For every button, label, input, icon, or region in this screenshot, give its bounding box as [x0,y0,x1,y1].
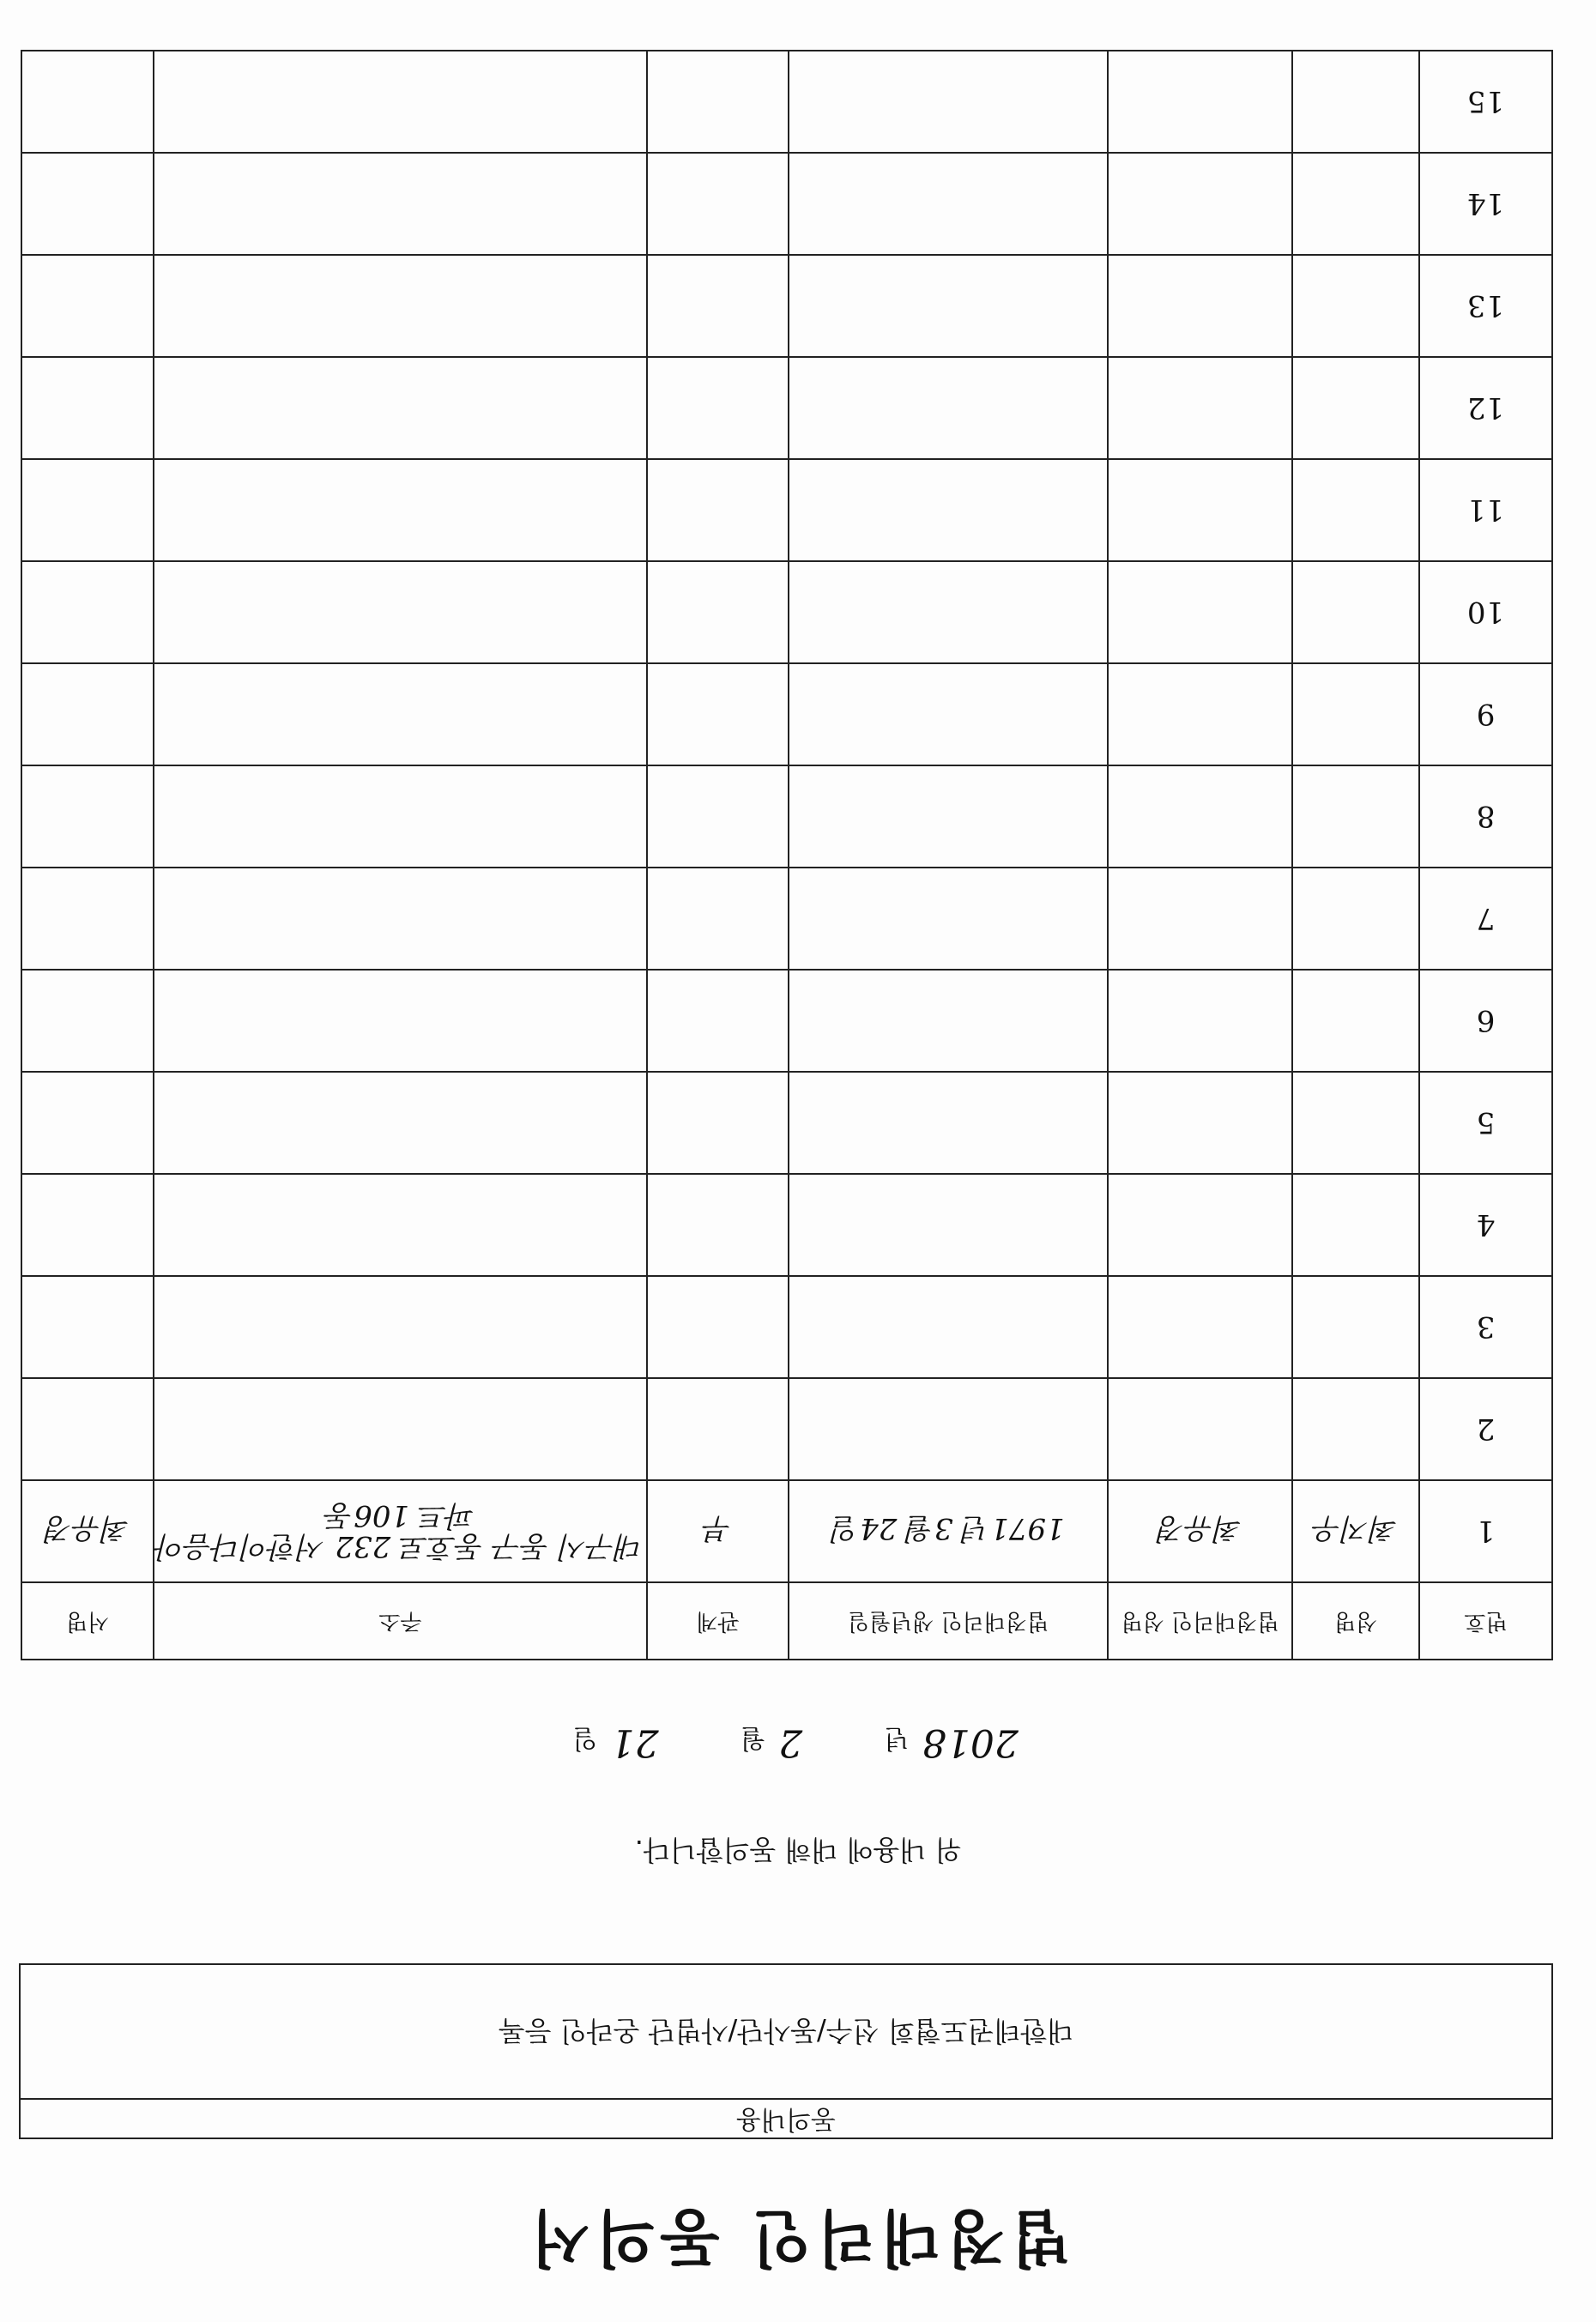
guardian-address-cell [154,1276,647,1378]
table-row [21,1480,1552,1582]
guardian-relation-cell [647,153,789,255]
header-name: 성명 [1292,1582,1419,1660]
guardian-relation-cell [647,868,789,970]
student-name-cell [1292,357,1419,459]
guardian-birthdate-cell [789,663,1108,765]
guardian-address-cell [154,255,647,357]
date-month: 2 [778,1720,803,1764]
guardian-signature-cell [21,1174,154,1276]
table-body [21,51,1552,1582]
guardian-name-cell [1108,459,1292,561]
student-name-cell [1292,1072,1419,1174]
guardian-signature-cell [21,1072,154,1174]
guardian-name-cell [1108,1174,1292,1276]
guardian-name-cell [1108,1072,1292,1174]
consent-body: 대한테권도협회 선수/동사단/사범단 온라인 등록 [498,2015,1074,2047]
guardian-birthdate-cell [789,765,1108,868]
guardian-birthdate-cell [789,459,1108,561]
student-name-cell [1292,153,1419,255]
header-address: 주소 [154,1582,647,1660]
row-number-cell: 3 [1419,1276,1552,1378]
guardian-address-cell [154,868,647,970]
guardian-address-cell [154,459,647,561]
guardian-birthdate-cell [789,561,1108,663]
guardian-address-cell [154,561,647,663]
guardian-signature-cell: 최유경 [21,1480,154,1582]
header-relation: 관계 [647,1582,789,1660]
table-row [21,51,1552,153]
table-header-row [21,1582,1552,1660]
consent-box [19,1963,1553,2139]
table-row [21,1378,1552,1480]
guardian-name-cell [1108,868,1292,970]
table-row [21,255,1552,357]
guardian-birthdate-cell [789,51,1108,153]
guardian-signature-cell [21,970,154,1072]
guardian-name-cell [1108,970,1292,1072]
guardian-birthdate-cell [789,1276,1108,1378]
guardian-table [21,50,1553,1660]
guardian-relation-cell [647,1174,789,1276]
table-row [21,153,1552,255]
row-number-cell: 15 [1419,51,1552,153]
guardian-name-cell [1108,1378,1292,1480]
guardian-address-cell [154,51,647,153]
guardian-birthdate-cell [789,255,1108,357]
guardian-address-cell [154,1072,647,1174]
guardian-birthdate-cell [789,153,1108,255]
row-number-cell: 8 [1419,765,1552,868]
guardian-relation-cell [647,459,789,561]
guardian-name-cell [1108,255,1292,357]
guardian-signature-cell [21,459,154,561]
guardian-address-cell [154,1378,647,1480]
guardian-address-cell [154,153,647,255]
guardian-relation-cell [647,51,789,153]
guardian-relation-cell [647,561,789,663]
guardian-signature-cell [21,51,154,153]
table-row [21,970,1552,1072]
date-year: 2018 [922,1720,1019,1764]
guardian-name-cell [1108,1276,1292,1378]
guardian-signature-cell [21,765,154,868]
date-year-unit: 년 [884,1723,910,1753]
row-number-cell: 11 [1419,459,1552,561]
guardian-relation-cell [647,663,789,765]
guardian-name-cell [1108,561,1292,663]
guardian-address-cell: 대구시 동구 동호로 232 서한이다음아파트 106동 [154,1480,647,1582]
table-row [21,357,1552,459]
signature-date [0,1720,1596,1764]
guardian-birthdate-cell [789,868,1108,970]
student-name-cell [1292,561,1419,663]
table-row [21,561,1552,663]
student-name-cell [1292,459,1419,561]
guardian-address-cell [154,663,647,765]
student-name-cell [1292,1276,1419,1378]
row-number-cell: 12 [1419,357,1552,459]
guardian-signature-cell [21,561,154,663]
row-number-cell: 13 [1419,255,1552,357]
document-title: 법정대리인 동의서 [525,2202,1071,2274]
student-name-cell [1292,255,1419,357]
guardian-relation-cell [647,1072,789,1174]
guardian-address-cell [154,970,647,1072]
row-number-cell: 10 [1419,561,1552,663]
guardian-address-cell [154,357,647,459]
guardian-relation-cell [647,1378,789,1480]
guardian-birthdate-cell [789,1174,1108,1276]
student-name-cell [1292,1174,1419,1276]
table-row [21,868,1552,970]
row-number-cell: 14 [1419,153,1552,255]
row-number-cell: 7 [1419,868,1552,970]
guardian-birthdate-cell [789,357,1108,459]
guardian-name-cell: 최유경 [1108,1480,1292,1582]
guardian-relation-cell: 부 [647,1480,789,1582]
guardian-relation-cell [647,765,789,868]
student-name-cell: 최지우 [1292,1480,1419,1582]
guardian-relation-cell [647,970,789,1072]
header-guardian-birth: 법정대리인 생년월일 [789,1582,1108,1660]
guardian-signature-cell [21,357,154,459]
guardian-address-cell [154,765,647,868]
student-name-cell [1292,51,1419,153]
guardian-name-cell [1108,153,1292,255]
row-number-cell: 5 [1419,1072,1552,1174]
guardian-birthdate-cell [789,1378,1108,1480]
table-row [21,663,1552,765]
date-day: 21 [610,1720,659,1764]
student-name-cell [1292,868,1419,970]
date-day-unit: 일 [572,1723,598,1753]
guardian-birthdate-cell: 1971년 3월 24일 [789,1480,1108,1582]
table-row [21,1276,1552,1378]
guardian-signature-cell [21,1276,154,1378]
table-row [21,459,1552,561]
guardian-signature-cell [21,153,154,255]
student-name-cell [1292,663,1419,765]
row-number-cell: 9 [1419,663,1552,765]
guardian-name-cell [1108,357,1292,459]
consent-heading: 동의내용 [21,2098,1551,2138]
guardian-birthdate-cell [789,1072,1108,1174]
row-number-cell: 4 [1419,1174,1552,1276]
guardian-relation-cell [647,357,789,459]
guardian-signature-cell [21,868,154,970]
guardian-birthdate-cell [789,970,1108,1072]
guardian-signature-cell [21,1378,154,1480]
guardian-signature-cell [21,255,154,357]
table-row [21,765,1552,868]
header-signature: 서명 [21,1582,154,1660]
consent-statement: 위 내용에 대해 동의합니다. [634,1834,962,1866]
guardian-name-cell [1108,663,1292,765]
row-number-cell: 1 [1419,1480,1552,1582]
table-row [21,1174,1552,1276]
row-number-cell: 2 [1419,1378,1552,1480]
header-no: 번호 [1419,1582,1552,1660]
student-name-cell [1292,970,1419,1072]
guardian-address-cell [154,1174,647,1276]
guardian-relation-cell [647,1276,789,1378]
guardian-relation-cell [647,255,789,357]
student-name-cell [1292,765,1419,868]
guardian-name-cell [1108,51,1292,153]
student-name-cell [1292,1378,1419,1480]
guardian-name-cell [1108,765,1292,868]
header-guardian-name: 법정대리인 성명 [1108,1582,1292,1660]
row-number-cell: 6 [1419,970,1552,1072]
guardian-signature-cell [21,663,154,765]
table-row [21,1072,1552,1174]
date-month-unit: 월 [740,1723,765,1753]
